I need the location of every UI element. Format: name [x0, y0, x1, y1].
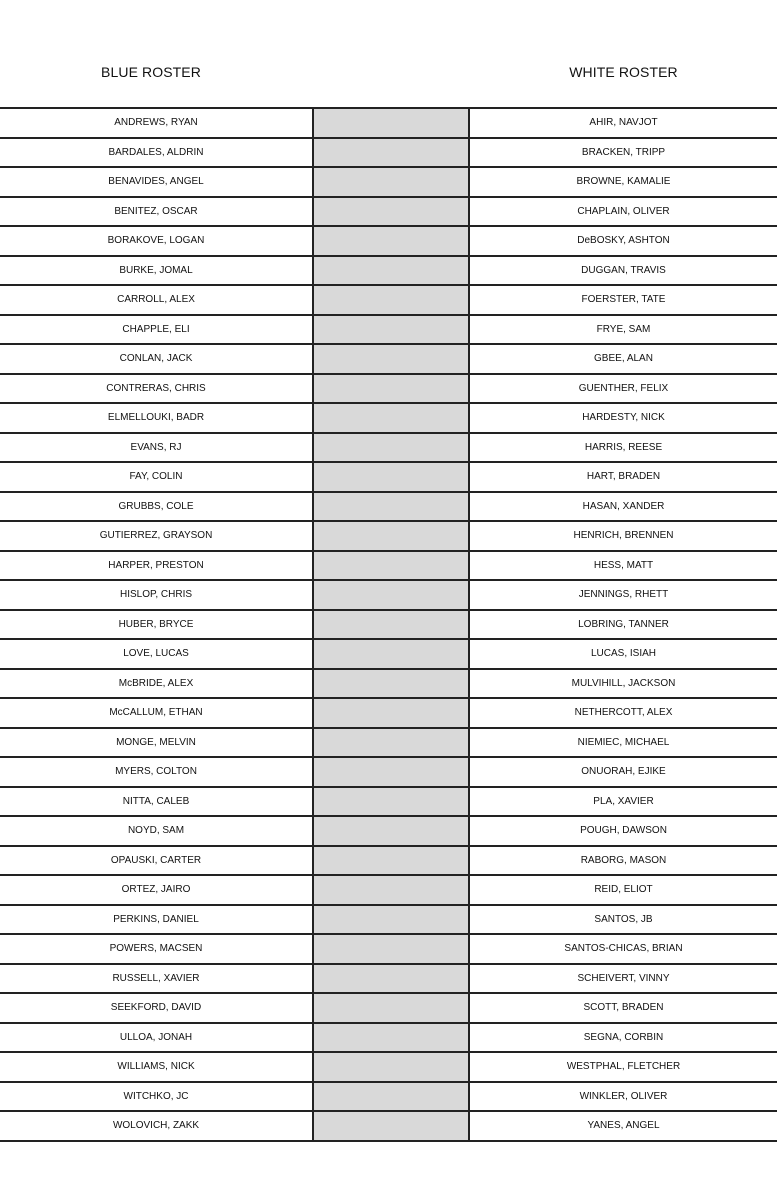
blue-player-name: BARDALES, ALDRIN [0, 138, 313, 168]
roster-row [0, 551, 777, 581]
blue-player-name: CHAPPLE, ELI [0, 315, 313, 345]
blank-middle-cell [313, 816, 469, 846]
blank-middle-cell [313, 1052, 469, 1082]
white-player-name: HARRIS, REESE [469, 433, 777, 463]
roster-row [0, 197, 777, 227]
blank-middle-cell [313, 167, 469, 197]
white-player-name: BRACKEN, TRIPP [469, 138, 777, 168]
blank-middle-cell [313, 698, 469, 728]
white-player-name: YANES, ANGEL [469, 1111, 777, 1141]
white-player-name: MULVIHILL, JACKSON [469, 669, 777, 699]
blank-middle-cell [313, 521, 469, 551]
blue-player-name: PERKINS, DANIEL [0, 905, 313, 935]
blue-player-name: BENITEZ, OSCAR [0, 197, 313, 227]
roster-row [0, 610, 777, 640]
white-roster-title: WHITE ROSTER [569, 64, 678, 80]
roster-row [0, 964, 777, 994]
white-player-name: HASAN, XANDER [469, 492, 777, 522]
white-player-name: SANTOS-CHICAS, BRIAN [469, 934, 777, 964]
roster-row [0, 757, 777, 787]
blue-player-name: BURKE, JOMAL [0, 256, 313, 286]
blue-roster-title: BLUE ROSTER [101, 64, 201, 80]
blank-middle-cell [313, 846, 469, 876]
white-player-name: JENNINGS, RHETT [469, 580, 777, 610]
blue-player-name: NITTA, CALEB [0, 787, 313, 817]
white-player-name: SANTOS, JB [469, 905, 777, 935]
roster-row [0, 787, 777, 817]
blue-player-name: McBRIDE, ALEX [0, 669, 313, 699]
white-player-name: AHIR, NAVJOT [469, 108, 777, 138]
blue-player-name: CONTRERAS, CHRIS [0, 374, 313, 404]
blank-middle-cell [313, 1082, 469, 1112]
blank-middle-cell [313, 639, 469, 669]
white-player-name: DeBOSKY, ASHTON [469, 226, 777, 256]
roster-row [0, 728, 777, 758]
white-player-name: LUCAS, ISIAH [469, 639, 777, 669]
white-player-name: NETHERCOTT, ALEX [469, 698, 777, 728]
blue-player-name: MONGE, MELVIN [0, 728, 313, 758]
roster-row [0, 374, 777, 404]
blue-player-name: McCALLUM, ETHAN [0, 698, 313, 728]
blue-player-name: GRUBBS, COLE [0, 492, 313, 522]
white-player-name: CHAPLAIN, OLIVER [469, 197, 777, 227]
blue-player-name: CONLAN, JACK [0, 344, 313, 374]
blue-player-name: ORTEZ, JAIRO [0, 875, 313, 905]
roster-row [0, 344, 777, 374]
blue-player-name: CARROLL, ALEX [0, 285, 313, 315]
roster-row [0, 1052, 777, 1082]
roster-row [0, 462, 777, 492]
blank-middle-cell [313, 197, 469, 227]
white-player-name: BROWNE, KAMALIE [469, 167, 777, 197]
white-player-name: RABORG, MASON [469, 846, 777, 876]
blue-player-name: EVANS, RJ [0, 433, 313, 463]
roster-headers [0, 64, 777, 86]
white-player-name: NIEMIEC, MICHAEL [469, 728, 777, 758]
blue-player-name: BORAKOVE, LOGAN [0, 226, 313, 256]
roster-row [0, 846, 777, 876]
roster-row [0, 816, 777, 846]
blue-player-name: POWERS, MACSEN [0, 934, 313, 964]
blue-player-name: GUTIERREZ, GRAYSON [0, 521, 313, 551]
blue-player-name: NOYD, SAM [0, 816, 313, 846]
roster-row [0, 905, 777, 935]
blue-player-name: RUSSELL, XAVIER [0, 964, 313, 994]
roster-row [0, 698, 777, 728]
white-player-name: FRYE, SAM [469, 315, 777, 345]
blank-middle-cell [313, 993, 469, 1023]
blue-player-name: ELMELLOUKI, BADR [0, 403, 313, 433]
blank-middle-cell [313, 580, 469, 610]
blue-player-name: WITCHKO, JC [0, 1082, 313, 1112]
white-player-name: LOBRING, TANNER [469, 610, 777, 640]
roster-row [0, 403, 777, 433]
blue-player-name: WOLOVICH, ZAKK [0, 1111, 313, 1141]
blue-player-name: WILLIAMS, NICK [0, 1052, 313, 1082]
blue-player-name: MYERS, COLTON [0, 757, 313, 787]
white-player-name: POUGH, DAWSON [469, 816, 777, 846]
roster-row [0, 875, 777, 905]
white-player-name: HART, BRADEN [469, 462, 777, 492]
blue-player-name: SEEKFORD, DAVID [0, 993, 313, 1023]
blue-player-name: HISLOP, CHRIS [0, 580, 313, 610]
roster-row [0, 108, 777, 138]
roster-row [0, 669, 777, 699]
roster-row [0, 1023, 777, 1053]
roster-row [0, 167, 777, 197]
roster-row [0, 433, 777, 463]
blue-player-name: HARPER, PRESTON [0, 551, 313, 581]
roster-row [0, 492, 777, 522]
blank-middle-cell [313, 108, 469, 138]
white-player-name: SCHEIVERT, VINNY [469, 964, 777, 994]
blank-middle-cell [313, 285, 469, 315]
blank-middle-cell [313, 462, 469, 492]
roster-row [0, 993, 777, 1023]
roster-row [0, 285, 777, 315]
blank-middle-cell [313, 226, 469, 256]
blank-middle-cell [313, 344, 469, 374]
blank-middle-cell [313, 610, 469, 640]
blank-middle-cell [313, 138, 469, 168]
blue-player-name: ANDREWS, RYAN [0, 108, 313, 138]
white-player-name: FOERSTER, TATE [469, 285, 777, 315]
blank-middle-cell [313, 315, 469, 345]
white-player-name: REID, ELIOT [469, 875, 777, 905]
white-player-name: HESS, MATT [469, 551, 777, 581]
roster-row [0, 580, 777, 610]
blank-middle-cell [313, 905, 469, 935]
roster-row [0, 521, 777, 551]
roster-table-body [0, 108, 777, 1141]
white-player-name: WESTPHAL, FLETCHER [469, 1052, 777, 1082]
roster-row [0, 1082, 777, 1112]
blank-middle-cell [313, 728, 469, 758]
white-player-name: ONUORAH, EJIKE [469, 757, 777, 787]
white-player-name: WINKLER, OLIVER [469, 1082, 777, 1112]
blank-middle-cell [313, 374, 469, 404]
roster-table [0, 107, 777, 1142]
blue-player-name: LOVE, LUCAS [0, 639, 313, 669]
roster-row [0, 315, 777, 345]
blank-middle-cell [313, 934, 469, 964]
blank-middle-cell [313, 669, 469, 699]
blank-middle-cell [313, 1111, 469, 1141]
white-player-name: SCOTT, BRADEN [469, 993, 777, 1023]
blank-middle-cell [313, 433, 469, 463]
roster-row [0, 1111, 777, 1141]
blue-player-name: BENAVIDES, ANGEL [0, 167, 313, 197]
blank-middle-cell [313, 256, 469, 286]
roster-row [0, 934, 777, 964]
white-player-name: SEGNA, CORBIN [469, 1023, 777, 1053]
white-player-name: DUGGAN, TRAVIS [469, 256, 777, 286]
white-player-name: HENRICH, BRENNEN [469, 521, 777, 551]
white-player-name: GUENTHER, FELIX [469, 374, 777, 404]
roster-row [0, 256, 777, 286]
blank-middle-cell [313, 757, 469, 787]
blank-middle-cell [313, 964, 469, 994]
blue-player-name: HUBER, BRYCE [0, 610, 313, 640]
blue-player-name: ULLOA, JONAH [0, 1023, 313, 1053]
blank-middle-cell [313, 1023, 469, 1053]
blank-middle-cell [313, 551, 469, 581]
roster-row [0, 138, 777, 168]
blank-middle-cell [313, 403, 469, 433]
roster-row [0, 226, 777, 256]
white-player-name: HARDESTY, NICK [469, 403, 777, 433]
blank-middle-cell [313, 875, 469, 905]
roster-row [0, 639, 777, 669]
blue-player-name: FAY, COLIN [0, 462, 313, 492]
white-player-name: PLA, XAVIER [469, 787, 777, 817]
blue-player-name: OPAUSKI, CARTER [0, 846, 313, 876]
blank-middle-cell [313, 787, 469, 817]
blank-middle-cell [313, 492, 469, 522]
white-player-name: GBEE, ALAN [469, 344, 777, 374]
